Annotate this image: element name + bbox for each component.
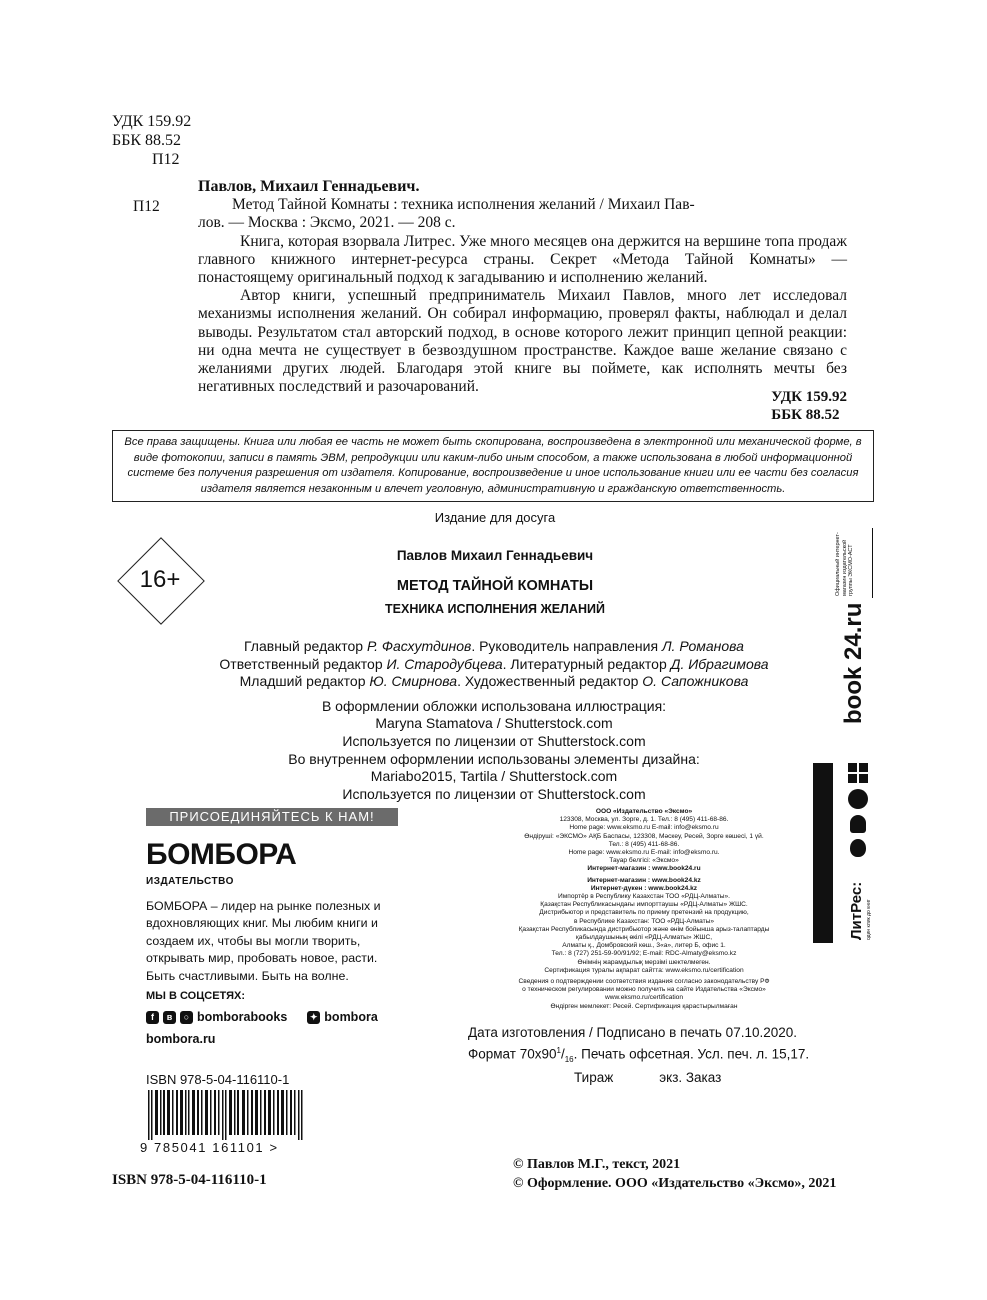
author-mark: П12 xyxy=(152,151,180,168)
credits-line8: Mariabo2015, Tartila / Shutterstock.com xyxy=(370,768,618,785)
credits xyxy=(160,638,828,803)
imprint-line: Өнімнің жарамдылық мерзімі шектелмеген. xyxy=(577,958,711,966)
print-format: Формат $70х90^1/_{16}$. Печать офсетная. Усл. печ. л. 15,17. xyxy=(468,1046,810,1065)
record-title-line1: Метод Тайной Комнаты : техника исполнения желаний / Михаил Пав- xyxy=(232,196,695,214)
facebook-icon: f xyxy=(146,1011,159,1024)
book-title: МЕТОД ТАЙНОЙ КОМНАТЫ xyxy=(396,578,594,594)
credits-line3: Младший редактор Ю. Смирнова. Художественный редактор О. Сапожникова xyxy=(239,673,749,690)
imprint-line: Өндіруші: «ЭКСМО» АҚБ Баспасы, 123308, Мәскеу, Ресей, Зорге көшесі, 1 үй. xyxy=(524,832,764,840)
credits-line9: Используется по лицензии от Shutterstock.com xyxy=(342,785,646,802)
group-note: Официальный интернет-магазин издательской группы ЭКСМО-АСТ xyxy=(835,532,854,596)
android-icon xyxy=(850,815,866,833)
imprint-line: Сертификация туралы ақпарат сайтта: www.eksmo.ru/certification xyxy=(544,966,744,974)
udk-block-top xyxy=(112,112,191,169)
annotation-para2: Автор книги, успешный предприниматель Михаил Павлов, много лет исследовал механизмы исполнения желаний. Он собирал информацию, проверял факты, наблюдал и делал выводы. Результатом стал авторский подход, в основе которого лежит принцип цепной реакции: ни одна мечта не существует в безвоздушном пространстве. Каждое ваше желание связано с желаниями других людей. Благодаря этой книге вы поймете, как исполнять мечты без негативных последствий и разочарований. xyxy=(198,287,847,396)
litres-logo[interactable]: ЛитРес: xyxy=(848,881,865,940)
isbn-label: ISBN 978-5-04-116110-1 xyxy=(146,1072,290,1087)
instagram-icon: ○ xyxy=(180,1011,193,1024)
social-header: МЫ В СОЦСЕТЯХ: xyxy=(146,990,246,1002)
age-rating: 16+ xyxy=(139,566,181,593)
imprint-line: ООО «Издательство «Эксмо» xyxy=(595,808,693,815)
imprint-line: Home page: www.eksmo.ru E-mail: info@eksmo.ru. xyxy=(568,849,720,857)
divider xyxy=(872,528,873,598)
imprint-line: Қазақстан Республикасындағы импорттаушы «РДЦ-Алматы» ЖШС. xyxy=(540,901,748,909)
copyright xyxy=(513,1155,836,1193)
isbn-bottom: ISBN 978-5-04-116110-1 xyxy=(112,1172,267,1188)
zen-icon: ✦ xyxy=(307,1011,320,1024)
imprint-line: 123308, Москва, ул. Зорге, д. 1. Тел.: 8 (495) 411-68-86. xyxy=(559,816,729,824)
imprint-line: www.eksmo.ru/certification xyxy=(604,994,684,1002)
imprint-line: Алматы қ., Домбровский көш., 3«а», литер Б, офис 1. xyxy=(562,942,726,950)
print-run: Тираж экз. Заказ xyxy=(574,1070,722,1086)
print-data xyxy=(468,1024,809,1087)
imprint-line: Тауар белгісі: «Эксмо» xyxy=(609,857,679,865)
record-author: Павлов, Михаил Геннадьевич. xyxy=(198,178,420,195)
litres-tagline: один клик до книг xyxy=(866,899,872,940)
vk-icon: в xyxy=(163,1011,176,1024)
imprint-line: Өндірген мемлекет: Ресей. Сертификация қарастырылмаған xyxy=(550,1002,738,1010)
chrome-icon xyxy=(848,789,868,809)
imprint-line: Интернет-дүкен : www.book24.kz xyxy=(590,884,698,892)
social-handle-1[interactable]: bomborabooks xyxy=(197,1010,288,1024)
credits-line2: Ответственный редактор И. Стародубцева. Литературный редактор Д. Ибрагимова xyxy=(219,655,769,672)
join-banner: ПРИСОЕДИНЯЙТЕСЬ К НАМ! xyxy=(146,808,398,826)
barcode xyxy=(148,1090,304,1140)
author-name: Павлов Михаил Геннадьевич xyxy=(396,548,594,563)
imprint-line: Интернет-магазин : www.book24.kz xyxy=(587,876,701,884)
copyright-text: © Павлов М.Г., текст, 2021 xyxy=(513,1157,681,1172)
imprint-line: қабылдаушының өкілі «РДЦ-Алматы» ЖШС, xyxy=(575,934,713,942)
credits-line4: В оформлении обложки использована иллюстрация: xyxy=(321,697,667,714)
bibliographic-record xyxy=(135,178,847,396)
imprint-line: Тел.: 8 (727) 251-59-90/91/92; E-mail: RDC-Almaty@eksmo.kz xyxy=(551,950,737,958)
udk-block-right xyxy=(771,388,847,424)
book-subtitle: ТЕХНИКА ИСПОЛНЕНИЯ ЖЕЛАНИЙ xyxy=(385,602,605,616)
book24-logo[interactable]: book 24.ru xyxy=(840,602,867,724)
edition-type: Издание для досуга xyxy=(434,510,556,525)
bombora-subtitle: ИЗДАТЕЛЬСТВО xyxy=(146,876,234,887)
social-links xyxy=(146,1010,378,1024)
bbk-code: ББК 88.52 xyxy=(112,132,182,149)
social-handle-2[interactable]: bombora xyxy=(324,1010,378,1024)
imprint-line: в Республике Казахстан: ТОО «РДЦ-Алматы» xyxy=(573,917,715,925)
litres-black-bar xyxy=(813,763,833,943)
book24-logo-box[interactable] xyxy=(838,602,874,726)
imprint-line: Қазақстан Республикасында дистрибьютор және өнім бойынша арыз-талаптарды xyxy=(518,925,770,933)
imprint-block xyxy=(512,808,776,1011)
udk-code-right: УДК 159.92 xyxy=(771,389,847,405)
barcode-digits: 9 785041 161101 > xyxy=(140,1140,279,1155)
rights-notice: Все права защищены. Книга или любая ее часть не может быть скопирована, воспроизведена в электронной или механической форме, в виде фотокопии, записи в память ЭВМ, репродукции или каким-либо иным способом, а также использована в любой информационной системе без получения разрешения от издателя. Копирование, воспроизведение и иное использование книги или ее части без согласия издателя является незаконным и влечет уголовную, административную и гражданскую ответственность. xyxy=(112,430,874,502)
apple-icon xyxy=(850,839,866,857)
bombora-description: БОМБОРА – лидер на рынке полезных и вдохновляющих книг. Мы любим книги и создаем их, чтобы вы могли творить, открывать мир, пробовать новое, расти. Быть счастливыми. Быть на волне. xyxy=(146,899,381,983)
litres-note-box xyxy=(815,940,833,1115)
bombora-logo: БОМБОРА xyxy=(146,838,297,871)
credits-line7: Во внутреннем оформлении использованы элементы дизайна: xyxy=(288,750,700,767)
credits-line5: Maryna Stamatova / Shutterstock.com xyxy=(375,715,613,732)
imprint-line: Импортёр в Республику Казахстан ТОО «РДЦ-Алматы». xyxy=(558,893,730,901)
imprint-line: о техническом регулировании можно получить на сайте Издательства «Эксмо» xyxy=(522,986,766,994)
copyright-design: © Оформление. ООО «Издательство «Эксмо», 2021 xyxy=(513,1176,837,1191)
credits-line6: Используется по лицензии от Shutterstock.com xyxy=(342,732,646,749)
print-date: Дата изготовления / Подписано в печать 07.10.2020. xyxy=(468,1025,797,1040)
author-mark-record: П12 xyxy=(133,198,160,215)
litres-logo-box[interactable] xyxy=(848,872,878,942)
credits-line1: Главный редактор Р. Фасхутдинов. Руководитель направления Л. Романова xyxy=(244,638,744,654)
imprint-line: Интернет-магазин : www.book24.ru xyxy=(587,865,701,873)
windows-icon xyxy=(848,763,868,783)
group-note-box xyxy=(835,528,875,598)
imprint-line: Дистрибьютор и представитель по приему претензий на продукцию, xyxy=(539,909,749,917)
imprint-line: Сведения о подтверждении соответствия издания согласно законодательству РФ xyxy=(518,978,770,986)
bbk-code-right: ББК 88.52 xyxy=(771,407,840,423)
imprint-line: Home page: www.eksmo.ru E-mail: info@eksmo.ru xyxy=(569,824,719,832)
litres-note: В электронном виде книги издательства вы можете купить на www.litres.ru xyxy=(818,948,833,1116)
imprint-line: Тел.: 8 (495) 411-68-86. xyxy=(608,840,680,848)
annotation-para1: Книга, которая взорвала Литрес. Уже много месяцев она держится на вершине топа продаж главного книжного интернет-ресурса страны. Секрет «Метода Тайной Комнаты» — понастоящему оригинальный подход к загадыванию и исполнению желаний. xyxy=(198,232,847,287)
udk-code: УДК 159.92 xyxy=(112,113,192,130)
age-rating-badge xyxy=(118,538,202,622)
bombora-site[interactable]: bombora.ru xyxy=(146,1032,216,1046)
platform-icons xyxy=(848,763,874,863)
record-title-line2: лов. — Москва : Эксмо, 2021. — 208 с. xyxy=(198,214,456,232)
